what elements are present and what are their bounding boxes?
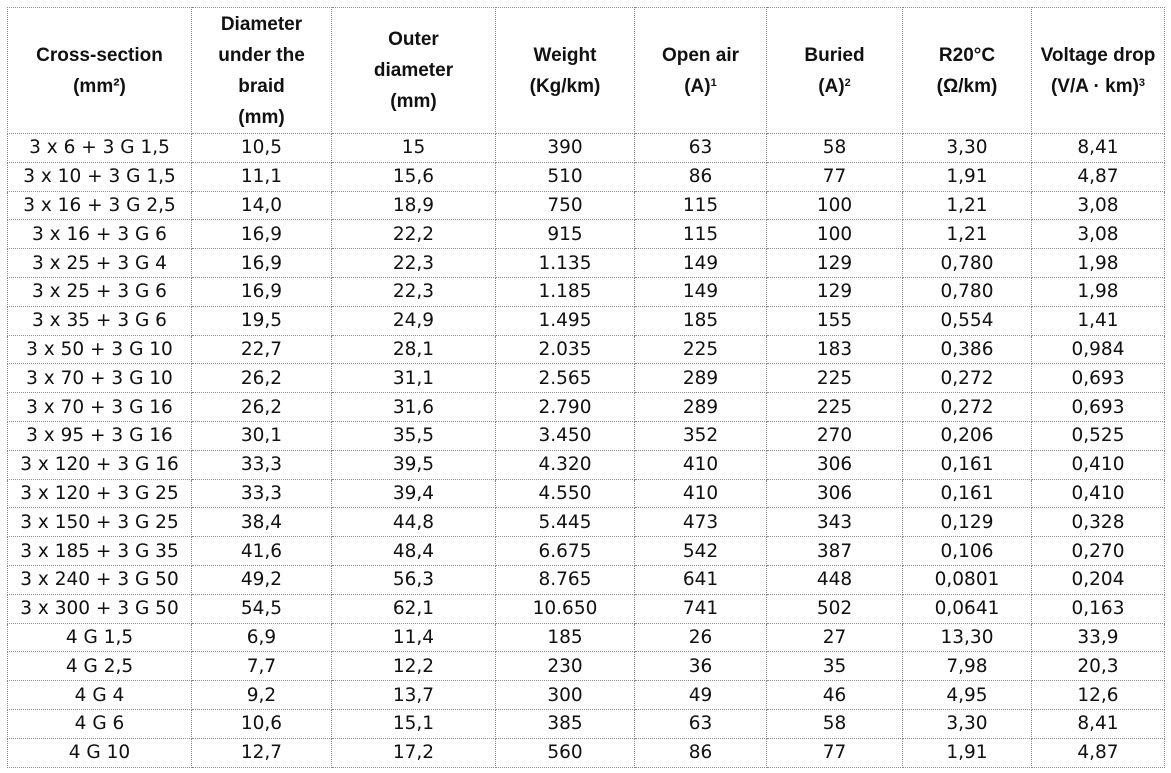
- table-cell: 41,6: [192, 537, 332, 566]
- table-cell: 4,95: [903, 681, 1032, 710]
- table-cell: 641: [635, 565, 767, 594]
- table-cell: 2.035: [496, 335, 635, 364]
- table-cell: 20,3: [1032, 652, 1165, 681]
- table-cell: 0,206: [903, 421, 1032, 450]
- table-cell: 35: [767, 652, 903, 681]
- header-row: [8, 8, 1165, 134]
- table-cell: 0,161: [903, 479, 1032, 508]
- column-header-text: (Ω/km): [936, 75, 998, 97]
- table-cell: 0,410: [1032, 450, 1165, 479]
- table-cell: 5.445: [496, 508, 635, 537]
- table-cell: 9,2: [192, 681, 332, 710]
- column-header-line: [192, 9, 331, 40]
- table-cell: 0,270: [1032, 537, 1165, 566]
- table-cell: 26,2: [192, 393, 332, 422]
- table-cell: 4 G 6: [8, 709, 192, 738]
- table-cell: 3 x 25 + 3 G 4: [8, 249, 192, 278]
- table-cell: 10.650: [496, 594, 635, 623]
- table-cell: 1,98: [1032, 249, 1165, 278]
- table-cell: 1,91: [903, 162, 1032, 191]
- table-cell: 3 x 70 + 3 G 16: [8, 393, 192, 422]
- table-cell: 4.550: [496, 479, 635, 508]
- table-cell: 3 x 70 + 3 G 10: [8, 364, 192, 393]
- table-cell: 560: [496, 738, 635, 767]
- table-cell: 185: [496, 623, 635, 652]
- table-row: [8, 162, 1165, 191]
- column-header-line: [635, 71, 766, 102]
- column-header: [192, 8, 332, 134]
- column-header-line: [767, 71, 902, 102]
- table-cell: 33,9: [1032, 623, 1165, 652]
- table-cell: 12,6: [1032, 681, 1165, 710]
- table-cell: 270: [767, 421, 903, 450]
- table-cell: 0,984: [1032, 335, 1165, 364]
- table-cell: 77: [767, 738, 903, 767]
- column-header-text: Outer: [388, 29, 439, 50]
- column-header-text: (A): [684, 75, 711, 97]
- table-row: [8, 393, 1165, 422]
- column-header-text: Cross-section: [36, 44, 163, 66]
- table-cell: 3 x 6 + 3 G 1,5: [8, 134, 192, 163]
- table-cell: 410: [635, 479, 767, 508]
- table-cell: 741: [635, 594, 767, 623]
- table-cell: 2.565: [496, 364, 635, 393]
- table-cell: 100: [767, 220, 903, 249]
- table-cell: 3 x 150 + 3 G 25: [8, 508, 192, 537]
- table-cell: 352: [635, 421, 767, 450]
- table-cell: 4,87: [1032, 738, 1165, 767]
- table-cell: 17,2: [332, 738, 496, 767]
- table-cell: 58: [767, 134, 903, 163]
- table-cell: 63: [635, 134, 767, 163]
- table-row: [8, 565, 1165, 594]
- table-cell: 10,5: [192, 134, 332, 163]
- cable-spec-table: [7, 7, 1165, 768]
- column-header: [767, 8, 903, 134]
- table-cell: 6.675: [496, 537, 635, 566]
- column-header-text: (mm): [390, 91, 437, 112]
- table-cell: 3 x 240 + 3 G 50: [8, 565, 192, 594]
- table-cell: 33,3: [192, 450, 332, 479]
- table-row: [8, 738, 1165, 767]
- table-cell: 510: [496, 162, 635, 191]
- table-row: [8, 306, 1165, 335]
- table-cell: 12,2: [332, 652, 496, 681]
- column-header-line: [332, 86, 495, 117]
- column-header-text: Weight: [533, 44, 597, 66]
- table-cell: 1,21: [903, 191, 1032, 220]
- column-header-text: diameter: [373, 60, 454, 81]
- table-cell: 1,41: [1032, 306, 1165, 335]
- table-cell: 7,7: [192, 652, 332, 681]
- column-header-line: [496, 71, 634, 102]
- table-cell: 473: [635, 508, 767, 537]
- table-cell: 35,5: [332, 421, 496, 450]
- column-header-line: [192, 102, 331, 133]
- table-cell: 149: [635, 249, 767, 278]
- table-cell: 0,386: [903, 335, 1032, 364]
- column-header-text: (mm): [238, 106, 285, 128]
- table-cell: 22,2: [332, 220, 496, 249]
- table-cell: 8.765: [496, 565, 635, 594]
- table-cell: 30,1: [192, 421, 332, 450]
- column-header-line: [332, 24, 495, 55]
- table-cell: 14,0: [192, 191, 332, 220]
- table-cell: 3,08: [1032, 220, 1165, 249]
- table-cell: 27: [767, 623, 903, 652]
- table-cell: 3 x 120 + 3 G 16: [8, 450, 192, 479]
- table-cell: 0,328: [1032, 508, 1165, 537]
- column-header-text: (Kg/km): [529, 75, 601, 97]
- column-header-text: Open air: [661, 44, 740, 66]
- column-header: [8, 8, 192, 134]
- column-header-line: [635, 40, 766, 71]
- table-cell: 56,3: [332, 565, 496, 594]
- column-header-line: [1032, 40, 1164, 71]
- table-cell: 0,106: [903, 537, 1032, 566]
- column-header-line: [192, 40, 331, 71]
- table-cell: 225: [767, 393, 903, 422]
- column-header-line: [1032, 71, 1164, 102]
- table-cell: 22,7: [192, 335, 332, 364]
- table-cell: 1,91: [903, 738, 1032, 767]
- table-cell: 4 G 1,5: [8, 623, 192, 652]
- table-cell: 63: [635, 709, 767, 738]
- table-cell: 16,9: [192, 249, 332, 278]
- table-cell: 11,4: [332, 623, 496, 652]
- table-cell: 22,3: [332, 249, 496, 278]
- table-row: [8, 450, 1165, 479]
- table-cell: 100: [767, 191, 903, 220]
- table-cell: 0,0801: [903, 565, 1032, 594]
- table-cell: 13,30: [903, 623, 1032, 652]
- table-row: [8, 191, 1165, 220]
- table-row: [8, 421, 1165, 450]
- table-cell: 28,1: [332, 335, 496, 364]
- table-cell: 0,129: [903, 508, 1032, 537]
- table-cell: 0,161: [903, 450, 1032, 479]
- table-cell: 1,98: [1032, 277, 1165, 306]
- table-row: [8, 249, 1165, 278]
- table-cell: 0,272: [903, 393, 1032, 422]
- table-cell: 1,21: [903, 220, 1032, 249]
- table-cell: 2.790: [496, 393, 635, 422]
- table-row: [8, 335, 1165, 364]
- table-cell: 26,2: [192, 364, 332, 393]
- table-row: [8, 709, 1165, 738]
- table-cell: 12,7: [192, 738, 332, 767]
- table-cell: 86: [635, 738, 767, 767]
- table-cell: 0,204: [1032, 565, 1165, 594]
- table-cell: 0,780: [903, 249, 1032, 278]
- table-cell: 8,41: [1032, 134, 1165, 163]
- table-cell: 0,272: [903, 364, 1032, 393]
- table-cell: 225: [635, 335, 767, 364]
- table-cell: 22,3: [332, 277, 496, 306]
- table-row: [8, 364, 1165, 393]
- table-cell: 16,9: [192, 277, 332, 306]
- table-cell: 385: [496, 709, 635, 738]
- table-cell: 3 x 50 + 3 G 10: [8, 335, 192, 364]
- table-cell: 390: [496, 134, 635, 163]
- column-header-text: Buried: [804, 44, 865, 66]
- column-header: [1032, 8, 1165, 134]
- table-cell: 0,0641: [903, 594, 1032, 623]
- column-header-line: [8, 71, 191, 102]
- table-cell: 115: [635, 191, 767, 220]
- table-cell: 115: [635, 220, 767, 249]
- column-header: [496, 8, 635, 134]
- table-row: [8, 220, 1165, 249]
- column-header-line: [332, 55, 495, 86]
- table-cell: 3 x 185 + 3 G 35: [8, 537, 192, 566]
- table-cell: 36: [635, 652, 767, 681]
- table-cell: 300: [496, 681, 635, 710]
- column-header-text: braid: [238, 75, 285, 97]
- table-cell: 86: [635, 162, 767, 191]
- cable-spec-table-container: [7, 7, 1164, 768]
- table-cell: 1.495: [496, 306, 635, 335]
- column-header-line: [192, 71, 331, 102]
- table-cell: 39,5: [332, 450, 496, 479]
- table-cell: 3 x 35 + 3 G 6: [8, 306, 192, 335]
- table-cell: 38,4: [192, 508, 332, 537]
- table-cell: 4 G 2,5: [8, 652, 192, 681]
- table-cell: 3 x 25 + 3 G 6: [8, 277, 192, 306]
- table-cell: 6,9: [192, 623, 332, 652]
- table-cell: 343: [767, 508, 903, 537]
- table-cell: 8,41: [1032, 709, 1165, 738]
- table-cell: 3 x 16 + 3 G 2,5: [8, 191, 192, 220]
- table-cell: 48,4: [332, 537, 496, 566]
- table-cell: 13,7: [332, 681, 496, 710]
- table-cell: 54,5: [192, 594, 332, 623]
- table-cell: 15: [332, 134, 496, 163]
- table-cell: 0,693: [1032, 393, 1165, 422]
- table-cell: 4.320: [496, 450, 635, 479]
- column-header: [332, 8, 496, 134]
- table-cell: 3 x 16 + 3 G 6: [8, 220, 192, 249]
- table-cell: 185: [635, 306, 767, 335]
- table-row: [8, 652, 1165, 681]
- table-cell: 1.185: [496, 277, 635, 306]
- table-cell: 306: [767, 479, 903, 508]
- table-cell: 0,525: [1032, 421, 1165, 450]
- table-cell: 387: [767, 537, 903, 566]
- column-header-text: Diameter: [220, 13, 303, 35]
- table-cell: 183: [767, 335, 903, 364]
- table-cell: 0,693: [1032, 364, 1165, 393]
- table-row: [8, 623, 1165, 652]
- table-cell: 289: [635, 393, 767, 422]
- column-header-line: [767, 40, 902, 71]
- table-cell: 3 x 300 + 3 G 50: [8, 594, 192, 623]
- table-cell: 4,87: [1032, 162, 1165, 191]
- table-cell: 24,9: [332, 306, 496, 335]
- table-cell: 1.135: [496, 249, 635, 278]
- table-cell: 19,5: [192, 306, 332, 335]
- column-header-line: [903, 71, 1031, 102]
- table-cell: 3 x 120 + 3 G 25: [8, 479, 192, 508]
- table-cell: 15,6: [332, 162, 496, 191]
- table-cell: 58: [767, 709, 903, 738]
- table-cell: 3,30: [903, 709, 1032, 738]
- table-row: [8, 681, 1165, 710]
- column-header: [635, 8, 767, 134]
- table-cell: 44,8: [332, 508, 496, 537]
- table-row: [8, 508, 1165, 537]
- table-row: [8, 479, 1165, 508]
- table-cell: 31,1: [332, 364, 496, 393]
- table-cell: 3,08: [1032, 191, 1165, 220]
- table-cell: 129: [767, 249, 903, 278]
- table-cell: 155: [767, 306, 903, 335]
- table-cell: 0,410: [1032, 479, 1165, 508]
- table-row: [8, 594, 1165, 623]
- table-cell: 16,9: [192, 220, 332, 249]
- table-cell: 39,4: [332, 479, 496, 508]
- table-cell: 15,1: [332, 709, 496, 738]
- table-cell: 46: [767, 681, 903, 710]
- table-row: [8, 134, 1165, 163]
- table-cell: 289: [635, 364, 767, 393]
- footnote-marker: 2: [844, 76, 851, 89]
- table-cell: 77: [767, 162, 903, 191]
- table-cell: 225: [767, 364, 903, 393]
- table-cell: 7,98: [903, 652, 1032, 681]
- column-header-text: under the: [218, 44, 305, 66]
- column-header-text: (A): [818, 75, 845, 97]
- column-header-line: [8, 40, 191, 71]
- table-cell: 306: [767, 450, 903, 479]
- table-cell: 410: [635, 450, 767, 479]
- table-row: [8, 277, 1165, 306]
- column-header-text: Voltage drop: [1040, 44, 1156, 66]
- footnote-marker: 3: [1138, 76, 1146, 89]
- column-header-text: (V/A · km): [1050, 75, 1139, 97]
- table-cell: 49: [635, 681, 767, 710]
- table-cell: 31,6: [332, 393, 496, 422]
- table-cell: 915: [496, 220, 635, 249]
- table-cell: 33,3: [192, 479, 332, 508]
- table-cell: 4 G 4: [8, 681, 192, 710]
- table-cell: 4 G 10: [8, 738, 192, 767]
- table-cell: 502: [767, 594, 903, 623]
- column-header-line: [903, 40, 1031, 71]
- table-cell: 3,30: [903, 134, 1032, 163]
- column-header-text: R20°C: [938, 44, 996, 66]
- column-header: [903, 8, 1032, 134]
- table-cell: 230: [496, 652, 635, 681]
- table-cell: 3.450: [496, 421, 635, 450]
- table-cell: 18,9: [332, 191, 496, 220]
- table-cell: 149: [635, 277, 767, 306]
- table-cell: 0,163: [1032, 594, 1165, 623]
- table-cell: 3 x 95 + 3 G 16: [8, 421, 192, 450]
- table-body: [8, 134, 1165, 768]
- table-cell: 26: [635, 623, 767, 652]
- table-cell: 448: [767, 565, 903, 594]
- column-header-text: (mm²): [73, 75, 126, 97]
- table-cell: 11,1: [192, 162, 332, 191]
- table-cell: 10,6: [192, 709, 332, 738]
- table-cell: 3 x 10 + 3 G 1,5: [8, 162, 192, 191]
- table-cell: 750: [496, 191, 635, 220]
- footnote-marker: 1: [710, 76, 717, 89]
- table-cell: 542: [635, 537, 767, 566]
- table-cell: 0,554: [903, 306, 1032, 335]
- table-cell: 49,2: [192, 565, 332, 594]
- table-cell: 0,780: [903, 277, 1032, 306]
- table-row: [8, 537, 1165, 566]
- table-cell: 62,1: [332, 594, 496, 623]
- column-header-line: [496, 40, 634, 71]
- table-cell: 129: [767, 277, 903, 306]
